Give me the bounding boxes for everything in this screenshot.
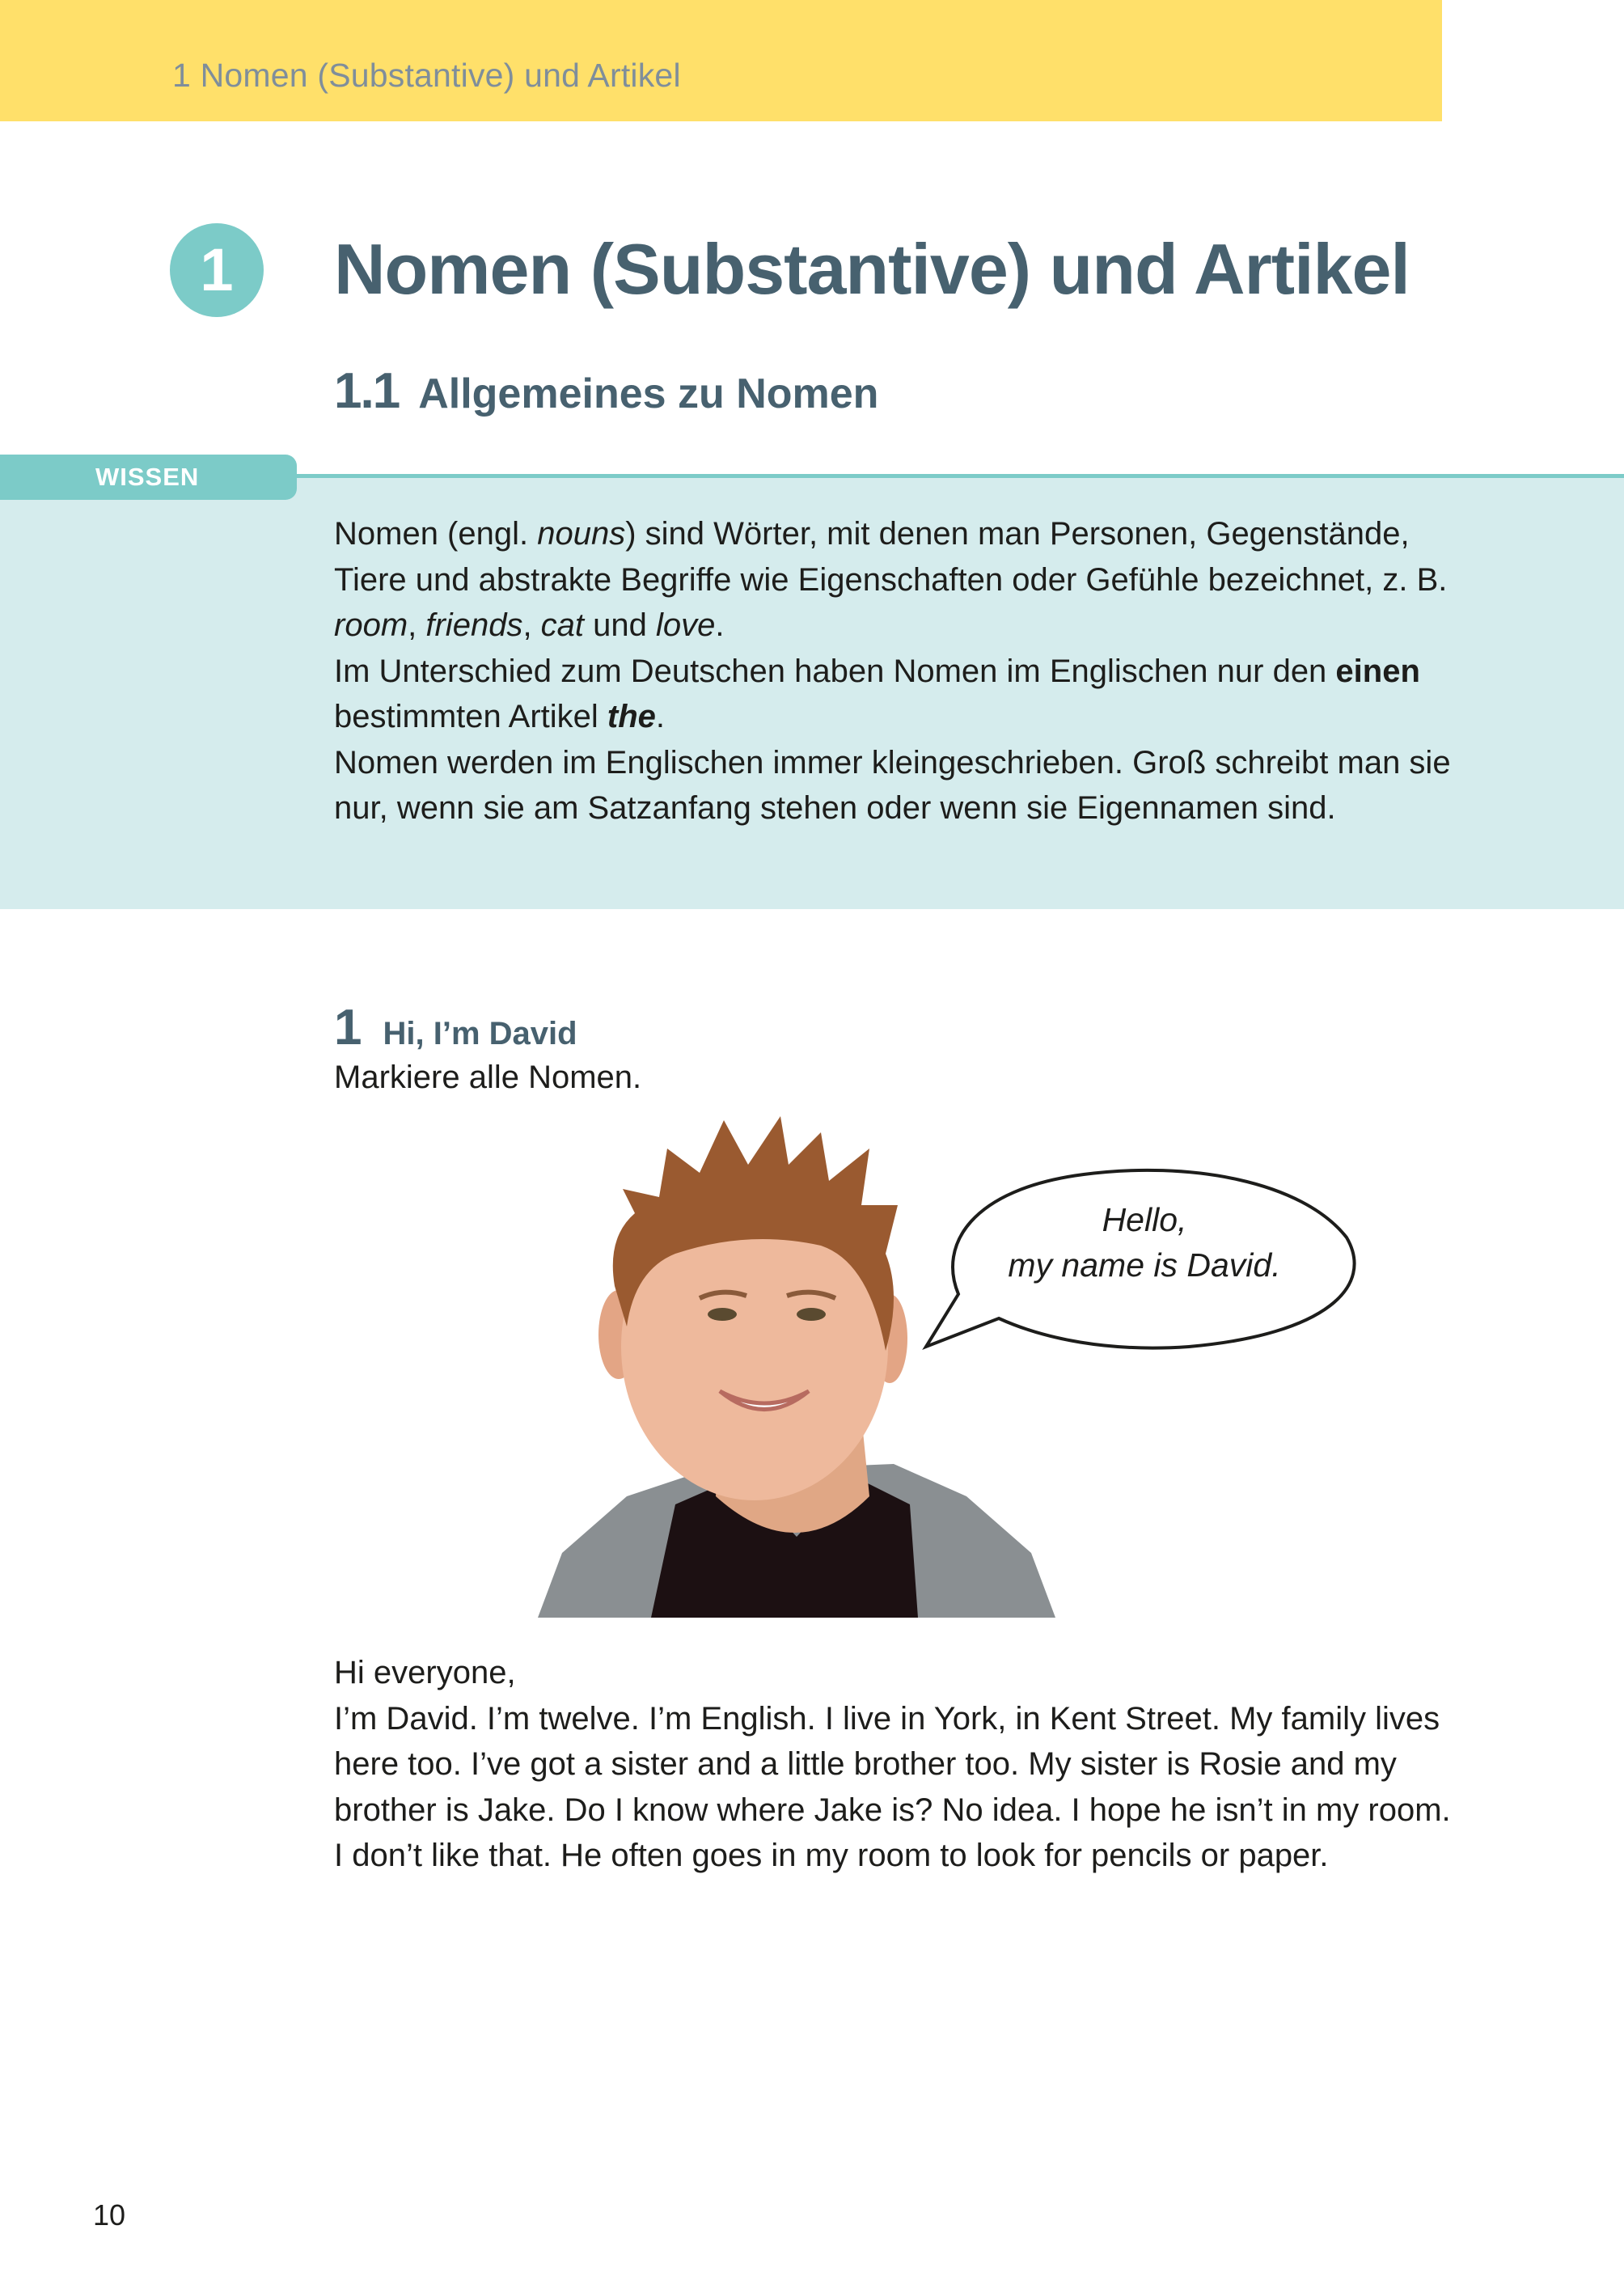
exercise-paragraph: I’m David. I’m twelve. I’m English. I live in York, in Kent Street. My family lives here too. I’ve got a sister and a little brother too. My sister is Rosie and my brother is Jake. Do I know where Jake is? No idea. I hope he isn’t in my room. I don’t like that. He often goes in my room to look for pencils or paper. [334, 1700, 1451, 1873]
section-title: Allgemeines zu Nomen [418, 370, 879, 417]
wissen-label [0, 455, 297, 500]
exercise-number: 1 [334, 1000, 362, 1056]
wissen-paragraph-2: Im Unterschied zum Deutschen haben Nomen im Englischen nur den einen bestimmten Artikel the. [334, 653, 1420, 734]
wissen-divider [291, 474, 1624, 478]
running-title: 1 Nomen (Substantive) und Artikel [172, 57, 681, 94]
exercise-heading [334, 999, 577, 1056]
chapter-number-badge: 1 [170, 223, 264, 317]
section-number: 1.1 [334, 363, 400, 419]
greeting: Hi everyone, [334, 1655, 516, 1690]
wissen-paragraph-3: Nomen werden im Englischen immer kleingeschrieben. Groß schreibt man sie nur, wenn sie am Satzanfang stehen oder wenn sie Eigennamen sind. [334, 744, 1451, 826]
wissen-label-text: WISSEN [95, 463, 200, 491]
section-heading [334, 362, 878, 420]
exercise-text [334, 1650, 1466, 1879]
page-number: 10 [93, 2198, 126, 2232]
exercise-title: Hi, I’m David [383, 1016, 577, 1051]
chapter-title: Nomen (Substantive) und Artikel [334, 229, 1410, 309]
wissen-text [334, 511, 1466, 831]
speech-bubble-text: Hello, my name is David. [1008, 1201, 1281, 1284]
exercise-instruction: Markiere alle Nomen. [334, 1060, 642, 1095]
header-band [0, 0, 1442, 121]
wissen-paragraph-1: Nomen (engl. nouns) sind Wörter, mit denen man Personen, Gegenstände, Tiere und abstrakte Begriffe wie Eigenschaften oder Gefühle bezeichnet, z. B. room, friends, cat und love. [334, 516, 1448, 643]
